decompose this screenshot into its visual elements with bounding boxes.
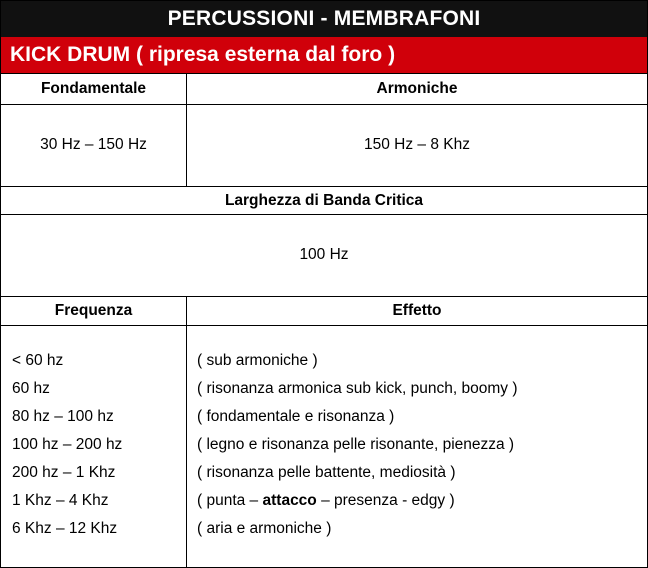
fondamentale-value: 30 Hz – 150 Hz [40,136,147,153]
list-item: ( sub armoniche ) [197,352,318,369]
effect-list [197,347,517,543]
banda-critica-header: Larghezza di Banda Critica [224,191,424,209]
list-item: 80 hz – 100 hz [12,408,114,425]
list-item: < 60 hz [12,352,64,369]
list-item: ( fondamentale e risonanza ) [197,408,395,425]
effect-text: ( punta – [197,492,263,509]
armoniche-header: Armoniche [376,80,458,97]
frequency-list [12,347,122,543]
list-item: 100 hz – 200 hz [12,436,123,453]
instrument-title: KICK DRUM ( ripresa esterna dal foro ) [1,37,647,73]
banda-critica-value: 100 Hz [299,246,349,263]
list-item: 60 hz [12,380,50,397]
frequenza-header: Frequenza [54,302,133,319]
effect-text: – presenza - edgy ) [316,492,455,509]
divider [1,325,647,326]
fondamentale-header: Fondamentale [40,80,147,97]
list-item: 1 Khz – 4 Khz [12,492,109,509]
effect-emphasis: attacco [262,492,317,509]
column-divider [186,73,187,186]
list-item: 6 Khz – 12 Khz [12,520,118,537]
page-title: PERCUSSIONI - MEMBRAFONI [1,1,647,37]
list-item [197,487,517,515]
armoniche-value: 150 Hz – 8 Khz [364,136,470,153]
column-divider [186,296,187,567]
list-item: ( risonanza armonica sub kick, punch, boomy ) [197,380,518,397]
effetto-header: Effetto [392,302,442,319]
list-item: ( aria e armoniche ) [197,520,332,537]
list-item: ( legno e risonanza pelle risonante, pienezza ) [197,436,515,453]
list-item: 200 hz – 1 Khz [12,464,116,481]
list-item: ( risonanza pelle battente, mediosità ) [197,464,456,481]
